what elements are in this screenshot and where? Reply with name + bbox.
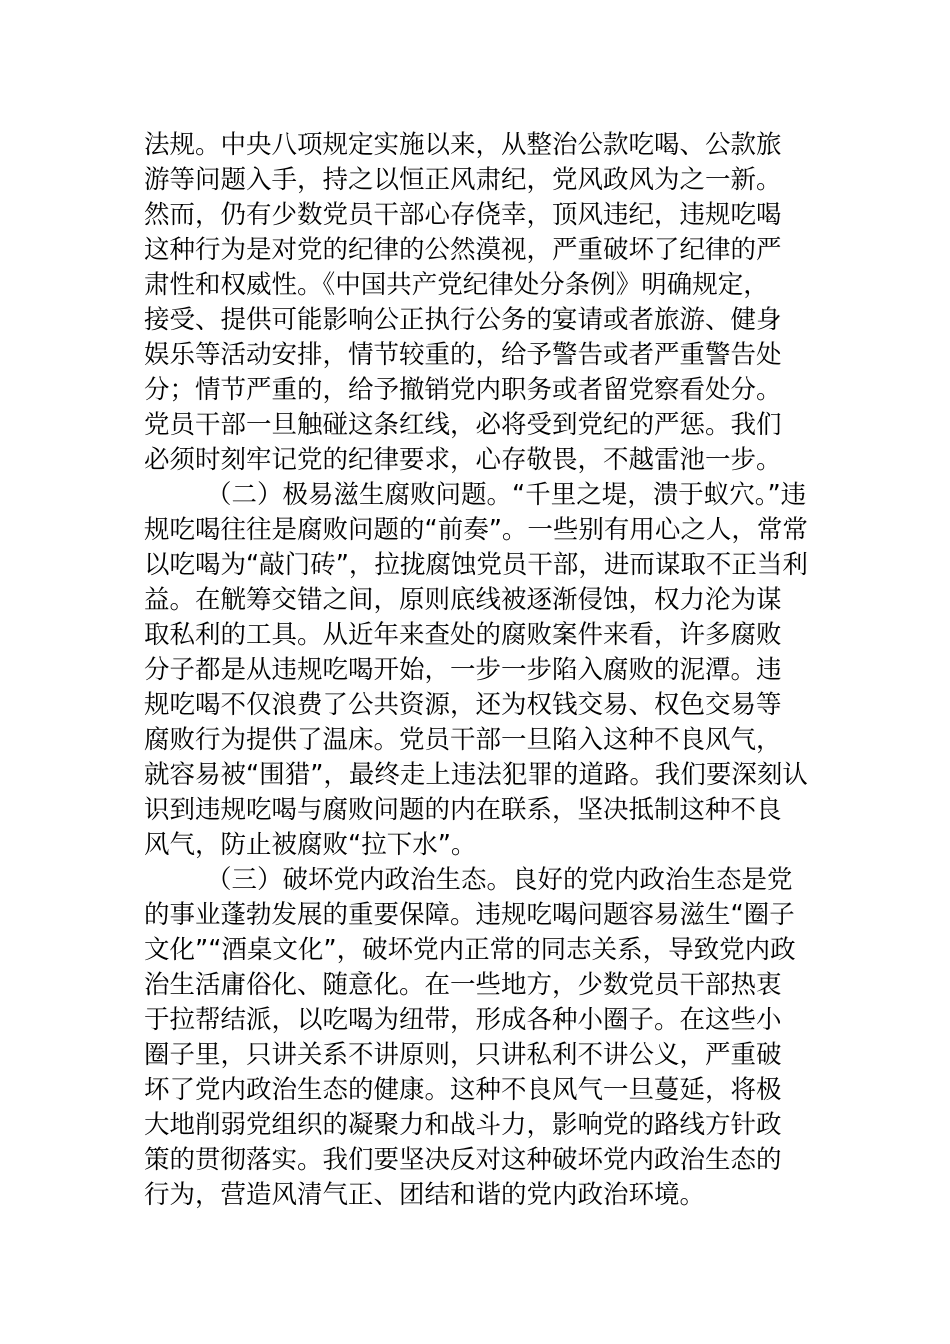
text-line: 益。在觥筹交错之间，原则底线被逐渐侵蚀，权力沦为谋 <box>144 585 782 615</box>
text-line: 取私利的工具。从近年来查处的腐败案件来看，许多腐败 <box>144 620 782 650</box>
paragraph-2 <box>144 478 808 863</box>
text-line: 行为，营造风清气正、团结和谐的党内政治环境。 <box>144 1180 706 1210</box>
section-heading-line: （三）破坏党内政治生态。良好的党内政治生态是党 <box>206 865 793 895</box>
text-line: 然而，仍有少数党员干部心存侥幸，顶风违纪，违规吃喝 <box>144 200 782 230</box>
text-line: 坏了党内政治生态的健康。这种不良风气一旦蔓延，将极 <box>144 1075 782 1105</box>
text-line: 游等问题入手，持之以恒正风肃纪，党风政风为之一新。 <box>144 165 782 195</box>
text-line: 腐败行为提供了温床。党员干部一旦陷入这种不良风气， <box>144 725 782 755</box>
text-line: 规吃喝不仅浪费了公共资源，还为权钱交易、权色交易等 <box>144 690 782 720</box>
text-line: 规吃喝往往是腐败问题的“前奏”。一些别有用心之人，常常 <box>144 515 808 545</box>
paragraph-1 <box>144 128 808 478</box>
text-line: 党员干部一旦触碰这条红线，必将受到党纪的严惩。我们 <box>144 410 782 440</box>
document-body <box>144 128 808 1213</box>
text-line: 接受、提供可能影响公正执行公务的宴请或者旅游、健身 <box>144 305 782 335</box>
text-line: 法规。中央八项规定实施以来，从整治公款吃喝、公款旅 <box>144 130 782 160</box>
text-line: 分子都是从违规吃喝开始，一步一步陷入腐败的泥潭。违 <box>144 655 782 685</box>
text-line: 识到违规吃喝与腐败问题的内在联系，坚决抵制这种不良 <box>144 795 782 825</box>
text-line: 以吃喝为“敲门砖”，拉拢腐蚀党员干部，进而谋取不正当利 <box>144 550 808 580</box>
text-line: 风气，防止被腐败“拉下水”。 <box>144 830 477 860</box>
text-line: 娱乐等活动安排，情节较重的，给予警告或者严重警告处 <box>144 340 782 370</box>
text-line: 圈子里，只讲关系不讲原则，只讲私利不讲公义，严重破 <box>144 1040 782 1070</box>
text-line: 文化”“酒桌文化”，破坏党内正常的同志关系，导致党内政 <box>144 935 796 965</box>
text-line: 策的贯彻落实。我们要坚决反对这种破坏党内政治生态的 <box>144 1145 782 1175</box>
text-line: 就容易被“围猎”，最终走上违法犯罪的道路。我们要深刻认 <box>144 760 808 790</box>
text-line: 治生活庸俗化、随意化。在一些地方，少数党员干部热衷 <box>144 970 782 1000</box>
text-line: 必须时刻牢记党的纪律要求，心存敬畏，不越雷池一步。 <box>144 445 782 475</box>
section-heading-line: （二）极易滋生腐败问题。“千里之堤，溃于蚁穴。”违 <box>206 480 807 510</box>
text-line: 的事业蓬勃发展的重要保障。违规吃喝问题容易滋生“圈子 <box>144 900 795 930</box>
text-line: 于拉帮结派，以吃喝为纽带，形成各种小圈子。在这些小 <box>144 1005 782 1035</box>
text-line: 大地削弱党组织的凝聚力和战斗力，影响党的路线方针政 <box>144 1110 782 1140</box>
text-line: 这种行为是对党的纪律的公然漠视，严重破坏了纪律的严 <box>144 235 782 265</box>
text-line: 肃性和权威性。《中国共产党纪律处分条例》明确规定， <box>144 270 769 300</box>
text-line: 分；情节严重的，给予撤销党内职务或者留党察看处分。 <box>144 375 782 405</box>
paragraph-3 <box>144 863 808 1213</box>
